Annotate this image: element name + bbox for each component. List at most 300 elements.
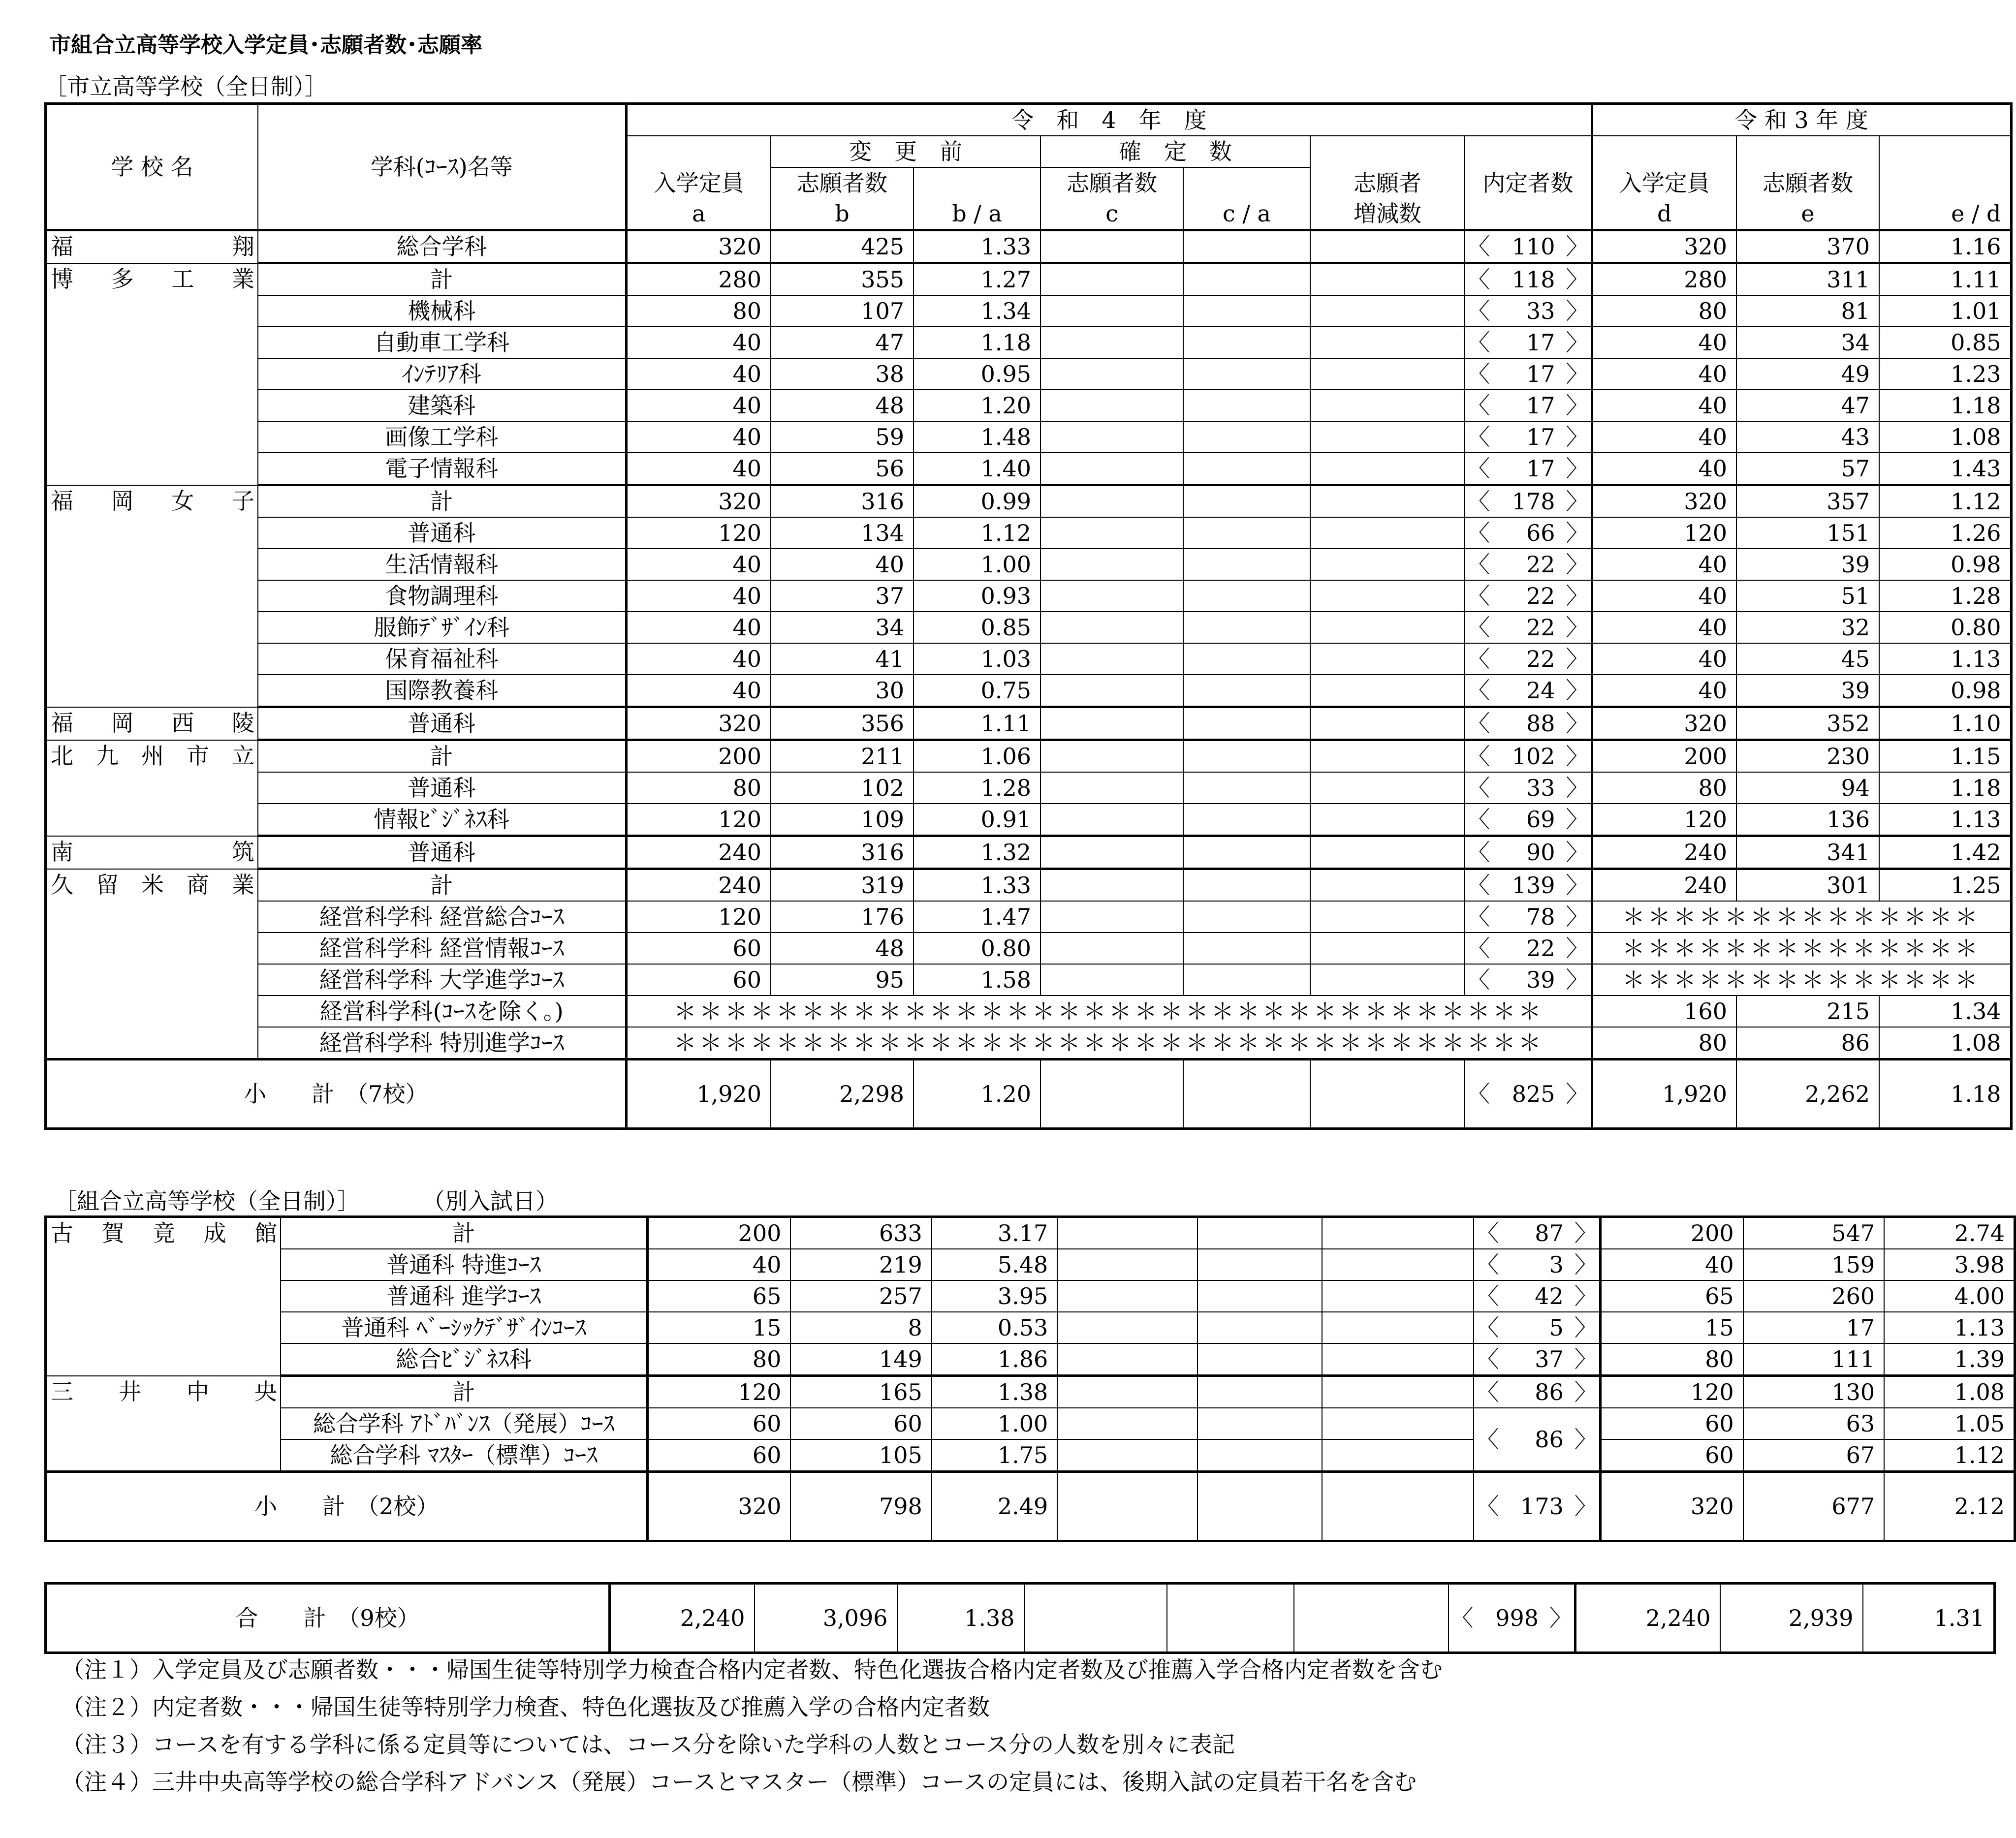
ratio-ed-cell: 1.18	[1879, 1059, 2011, 1129]
inc-cell	[1310, 485, 1465, 518]
cap-a-cell: 80	[626, 772, 771, 804]
ratio-ed-cell: 4.00	[1884, 1280, 2015, 1312]
school-name-cell: 南 筑	[46, 836, 258, 869]
ratio-ed-cell: 1.10	[1879, 707, 2011, 740]
app-e-cell: 111	[1743, 1343, 1884, 1376]
header-ed: e / d	[1879, 136, 2011, 230]
naitei-cell	[1474, 1408, 1600, 1472]
app-e-cell: 63	[1743, 1408, 1884, 1439]
naitei-value: 22	[1526, 614, 1555, 641]
naitei-value: 39	[1526, 966, 1555, 993]
app-c-cell	[1040, 772, 1183, 804]
ratio-ba-cell: 1.33	[914, 869, 1040, 902]
inc-cell	[1310, 421, 1465, 453]
inc-cell	[1310, 580, 1465, 612]
app-c-cell	[1040, 707, 1183, 740]
ratio-ca-cell	[1183, 740, 1310, 773]
app-c-cell	[1040, 390, 1183, 421]
table-row	[46, 804, 2012, 836]
app-e-cell: 159	[1743, 1249, 1884, 1280]
app-e-cell: 86	[1736, 1027, 1879, 1059]
inc-cell	[1310, 643, 1465, 675]
bracket-close: 〉	[1566, 266, 1589, 293]
bracket-close: 〉	[1566, 551, 1589, 578]
table-row	[46, 964, 2012, 996]
ratio-ed-cell: 2.12	[1884, 1472, 2015, 1541]
naitei-value: 69	[1526, 806, 1555, 833]
cap-d-cell: 200	[1600, 1217, 1743, 1249]
dept-name-cell: 普通科	[258, 707, 626, 740]
table-row	[46, 327, 2012, 358]
naitei-value: 66	[1526, 520, 1555, 546]
ratio-ba-cell: 0.80	[914, 933, 1040, 964]
naitei-cell	[1474, 1472, 1600, 1541]
cap-d-cell: 40	[1592, 327, 1736, 358]
app-b-cell: 355	[771, 263, 914, 296]
app-e-cell: 311	[1736, 263, 1879, 296]
inc-cell	[1310, 263, 1465, 296]
naitei-value: 87	[1535, 1220, 1564, 1246]
table-row	[46, 1217, 2015, 1249]
ratio-ba-cell: 3.95	[932, 1280, 1057, 1312]
dept-name-cell: 経営科学科 経営総合ｺｰｽ	[258, 901, 626, 933]
table-row	[46, 517, 2012, 549]
app-c-cell	[1057, 1343, 1197, 1376]
app-e-cell: 57	[1736, 453, 1879, 485]
inc-cell	[1310, 1059, 1465, 1129]
header-r4: 令 和 4 年 度	[626, 104, 1592, 136]
bracket-open: 〈	[1467, 839, 1490, 866]
cap-d-cell: 120	[1592, 804, 1736, 836]
app-e-cell: 2,939	[1720, 1584, 1863, 1653]
naitei-cell	[1474, 1376, 1600, 1408]
cap-a-cell: 40	[626, 421, 771, 453]
bracket-open: 〈	[1467, 1081, 1490, 1107]
school-name-cell: 福 翔	[46, 230, 258, 263]
app-c-cell	[1040, 740, 1183, 773]
header-r3: 令 和 3 年 度	[1592, 104, 2011, 136]
bracket-open: 〈	[1467, 677, 1490, 704]
table-row	[46, 869, 2012, 902]
table-row	[46, 421, 2012, 453]
naitei-value: 118	[1512, 266, 1555, 293]
ratio-ca-cell	[1197, 1249, 1322, 1280]
naitei-cell	[1465, 1059, 1592, 1129]
app-c-cell	[1040, 230, 1183, 263]
dept-name-cell: 自動車工学科	[258, 327, 626, 358]
ratio-ca-cell	[1197, 1312, 1322, 1343]
ratio-ca-cell	[1183, 549, 1310, 580]
naitei-value: 3	[1549, 1251, 1564, 1278]
header-cap-a: 入学定員 a	[626, 136, 771, 230]
subtotal-row	[46, 1059, 2012, 1129]
bracket-close: 〉	[1566, 614, 1589, 641]
ratio-ed-cell: 1.25	[1879, 869, 2011, 902]
dept-name-cell: 総合学科 ｱﾄﾞﾊﾞﾝｽ（発展）ｺｰｽ	[281, 1408, 648, 1439]
ratio-ca-cell	[1197, 1472, 1322, 1541]
ratio-ed-cell: 0.98	[1879, 549, 2011, 580]
school-name-cell: 福 岡 女 子	[46, 485, 258, 707]
app-e-cell: 2,262	[1736, 1059, 1879, 1129]
cap-d-cell: 280	[1592, 263, 1736, 296]
ratio-ca-cell	[1183, 230, 1310, 263]
inc-cell	[1322, 1408, 1474, 1439]
inc-cell	[1310, 740, 1465, 773]
app-b-cell: 176	[771, 901, 914, 933]
naitei-value: 110	[1512, 233, 1555, 260]
app-c-cell	[1040, 964, 1183, 996]
naitei-cell	[1465, 485, 1592, 518]
naitei-value: 17	[1526, 455, 1555, 482]
app-b-cell: 56	[771, 453, 914, 485]
bracket-open: 〈	[1467, 233, 1490, 260]
bracket-close: 〉	[1574, 1426, 1597, 1453]
bracket-open: 〈	[1467, 935, 1490, 962]
naitei-cell	[1465, 263, 1592, 296]
ratio-ca-cell	[1183, 327, 1310, 358]
naitei-value: 22	[1526, 935, 1555, 962]
cap-a-cell: 320	[648, 1472, 790, 1541]
app-e-cell: 32	[1736, 612, 1879, 643]
bracket-close: 〉	[1574, 1346, 1597, 1372]
bracket-close: 〉	[1566, 839, 1589, 866]
dept-name-cell: ｲﾝﾃﾘｱ科	[258, 358, 626, 390]
app-e-cell: 352	[1736, 707, 1879, 740]
cap-a-cell: 40	[626, 390, 771, 421]
total-label-cell: 合 計 （9校）	[46, 1584, 610, 1653]
bracket-open: 〈	[1467, 488, 1490, 515]
dept-name-cell: 情報ﾋﾞｼﾞﾈｽ科	[258, 804, 626, 836]
bracket-open: 〈	[1467, 520, 1490, 546]
table-row	[46, 1027, 2012, 1059]
app-b-cell: 37	[771, 580, 914, 612]
app-e-cell: 260	[1743, 1280, 1884, 1312]
ratio-ed-cell: 2.74	[1884, 1217, 2015, 1249]
cap-d-cell: 60	[1600, 1439, 1743, 1472]
header-ca: c / a	[1183, 167, 1310, 230]
ratio-ca-cell	[1197, 1217, 1322, 1249]
ratio-ed-cell: 1.08	[1879, 421, 2011, 453]
cap-d-cell: 15	[1600, 1312, 1743, 1343]
cap-d-cell: 40	[1592, 453, 1736, 485]
bracket-open: 〈	[1467, 903, 1490, 930]
naitei-value: 102	[1512, 743, 1555, 770]
header-app-e: 志願者数 e	[1736, 136, 1879, 230]
bracket-open: 〈	[1476, 1493, 1499, 1520]
ratio-ca-cell	[1197, 1408, 1322, 1439]
grand-total-row	[46, 1584, 1995, 1653]
app-c-cell	[1057, 1249, 1197, 1280]
cap-d-cell: 240	[1592, 869, 1736, 902]
bracket-close: 〉	[1566, 935, 1589, 962]
document-title: 市組合立高等学校入学定員･志願者数･志願率	[49, 32, 482, 58]
dept-name-cell: 計	[258, 263, 626, 296]
ratio-ed-cell: 1.28	[1879, 580, 2011, 612]
cap-d-cell: 120	[1600, 1376, 1743, 1408]
bracket-close: 〉	[1566, 455, 1589, 482]
ratio-ed-cell: 1.31	[1863, 1584, 1995, 1653]
table-row	[46, 1312, 2015, 1343]
app-e-cell: 81	[1736, 295, 1879, 327]
table-row	[46, 643, 2012, 675]
app-b-cell: 3,096	[755, 1584, 897, 1653]
ratio-ba-cell: 1.20	[914, 390, 1040, 421]
notes	[62, 1651, 1443, 1801]
app-b-cell: 47	[771, 327, 914, 358]
ratio-ed-cell: 1.34	[1879, 996, 2011, 1027]
naitei-cell	[1465, 836, 1592, 869]
table-row	[46, 1439, 2015, 1472]
bracket-close: 〉	[1566, 392, 1589, 419]
ratio-ba-cell: 0.75	[914, 675, 1040, 707]
naitei-cell	[1465, 358, 1592, 390]
cap-d-cell: 320	[1592, 707, 1736, 740]
bracket-open: 〈	[1467, 806, 1490, 833]
ratio-ba-cell: 1.86	[932, 1343, 1057, 1376]
bracket-close: 〉	[1566, 298, 1589, 324]
app-b-cell: 38	[771, 358, 914, 390]
naitei-value: 17	[1526, 329, 1555, 356]
ratio-ca-cell	[1183, 485, 1310, 518]
app-e-cell: 67	[1743, 1439, 1884, 1472]
cap-d-cell: 40	[1592, 612, 1736, 643]
header-cap-d: 入学定員 d	[1592, 136, 1736, 230]
cap-a-cell: 60	[648, 1439, 790, 1472]
cap-d-cell: 65	[1600, 1280, 1743, 1312]
school-name-cell: 久 留 米 商 業	[46, 869, 258, 1059]
school-name-cell: 古 賀 竟 成 館	[46, 1217, 281, 1376]
naitei-value: 17	[1526, 424, 1555, 450]
bracket-open: 〈	[1467, 329, 1490, 356]
bracket-open: 〈	[1450, 1605, 1474, 1631]
table-row	[46, 453, 2012, 485]
cap-d-cell: 240	[1592, 836, 1736, 869]
ratio-ed-cell: 0.98	[1879, 675, 2011, 707]
app-b-cell: 316	[771, 485, 914, 518]
cap-a-cell: 120	[648, 1376, 790, 1408]
app-b-cell: 798	[790, 1472, 931, 1541]
header-app-c: 志願者数 c	[1040, 167, 1183, 230]
inc-cell	[1322, 1249, 1474, 1280]
naitei-cell	[1465, 740, 1592, 773]
bracket-open: 〈	[1467, 966, 1490, 993]
bracket-open: 〈	[1476, 1426, 1499, 1453]
app-c-cell	[1040, 295, 1183, 327]
dept-name-cell: 普通科	[258, 836, 626, 869]
naitei-cell	[1465, 390, 1592, 421]
app-c-cell	[1040, 836, 1183, 869]
cap-a-cell: 120	[626, 901, 771, 933]
app-e-cell: 17	[1743, 1312, 1884, 1343]
bracket-close: 〉	[1566, 329, 1589, 356]
app-b-cell: 40	[771, 549, 914, 580]
naitei-cell	[1465, 804, 1592, 836]
school-name-cell: 博 多 工 業	[46, 263, 258, 485]
app-c-cell	[1040, 612, 1183, 643]
inc-cell	[1310, 517, 1465, 549]
bracket-open: 〈	[1467, 361, 1490, 387]
app-e-cell: 370	[1736, 230, 1879, 263]
ratio-ba-cell: 1.33	[914, 230, 1040, 263]
school-name-cell: 三 井 中 央	[46, 1376, 281, 1472]
ratio-ed-cell: 1.15	[1879, 740, 2011, 773]
bracket-open: 〈	[1476, 1283, 1499, 1309]
header-before: 変 更 前	[771, 136, 1040, 167]
naitei-cell	[1474, 1343, 1600, 1376]
bracket-open: 〈	[1467, 455, 1490, 482]
table-row	[46, 740, 2012, 773]
cap-a-cell: 2,240	[610, 1584, 755, 1653]
inc-cell	[1294, 1584, 1449, 1653]
total-label-cell: 小 計 （2校）	[46, 1472, 648, 1541]
dept-name-cell: 普通科	[258, 517, 626, 549]
naitei-cell	[1474, 1312, 1600, 1343]
dept-name-cell: 計	[258, 869, 626, 902]
ratio-ca-cell	[1183, 675, 1310, 707]
ratio-ba-cell: 1.11	[914, 707, 1040, 740]
ratio-ba-cell: 1.48	[914, 421, 1040, 453]
app-c-cell	[1040, 901, 1183, 933]
naitei-cell	[1465, 421, 1592, 453]
app-b-cell: 48	[771, 933, 914, 964]
table-row	[46, 1408, 2015, 1439]
bracket-close: 〉	[1574, 1283, 1597, 1309]
app-c-cell	[1040, 485, 1183, 518]
dept-name-cell: 計	[258, 740, 626, 773]
subtotal-row	[46, 1472, 2015, 1541]
r4-asterisk-fill: ＊＊＊＊＊＊＊＊＊＊＊＊＊＊＊＊＊＊＊＊＊＊＊＊＊＊＊＊＊＊＊＊＊＊	[626, 1027, 1592, 1059]
ratio-ca-cell	[1183, 390, 1310, 421]
ratio-ca-cell	[1183, 643, 1310, 675]
cap-a-cell: 40	[626, 549, 771, 580]
ratio-ba-cell: 0.93	[914, 580, 1040, 612]
app-b-cell: 34	[771, 612, 914, 643]
app-c-cell	[1040, 675, 1183, 707]
app-b-cell: 633	[790, 1217, 931, 1249]
table-row	[46, 901, 2012, 933]
bracket-open: 〈	[1476, 1314, 1499, 1341]
naitei-value: 86	[1535, 1426, 1564, 1453]
app-e-cell: 39	[1736, 675, 1879, 707]
dept-name-cell: 電子情報科	[258, 453, 626, 485]
cap-d-cell: 60	[1600, 1408, 1743, 1439]
ratio-ca-cell	[1183, 836, 1310, 869]
cap-d-cell: 40	[1592, 390, 1736, 421]
naitei-cell	[1474, 1249, 1600, 1280]
ratio-ed-cell: 0.80	[1879, 612, 2011, 643]
cap-a-cell: 15	[648, 1312, 790, 1343]
naitei-cell	[1465, 869, 1592, 902]
table-row	[46, 549, 2012, 580]
naitei-cell	[1474, 1280, 1600, 1312]
naitei-value: 37	[1535, 1346, 1564, 1372]
inc-cell	[1310, 453, 1465, 485]
note-3: （注３）コースを有する学科に係る定員等については、コース分を除いた学科の人数とコース分の人数を別々に表記	[62, 1731, 1235, 1758]
bracket-open: 〈	[1467, 872, 1490, 899]
dept-name-cell: 経営科学科 経営情報ｺｰｽ	[258, 933, 626, 964]
ratio-ba-cell: 0.91	[914, 804, 1040, 836]
inc-cell	[1310, 836, 1465, 869]
dept-name-cell: 普通科	[258, 772, 626, 804]
ratio-ed-cell: 1.08	[1884, 1376, 2015, 1408]
inc-cell	[1322, 1217, 1474, 1249]
ratio-ed-cell: 1.08	[1879, 1027, 2011, 1059]
cap-a-cell: 40	[626, 675, 771, 707]
inc-cell	[1310, 327, 1465, 358]
app-b-cell: 105	[790, 1439, 931, 1472]
ratio-ed-cell: 1.12	[1884, 1439, 2015, 1472]
header-dept: 学科(ｺｰｽ)名等	[258, 104, 626, 230]
cap-d-cell: 40	[1592, 643, 1736, 675]
r3-asterisk-fill: ＊＊＊＊＊＊＊＊＊＊＊＊＊＊	[1592, 933, 2011, 964]
dept-name-cell: 食物調理科	[258, 580, 626, 612]
cap-a-cell: 320	[626, 230, 771, 263]
note-4: （注４）三井中央高等学校の総合学科アドバンス（発展）コースとマスター（標準）コースの定員には、後期入試の定員若干名を含む	[62, 1769, 1417, 1795]
cap-a-cell: 40	[626, 580, 771, 612]
ratio-ca-cell	[1197, 1343, 1322, 1376]
bracket-open: 〈	[1467, 392, 1490, 419]
cap-d-cell: 40	[1592, 675, 1736, 707]
app-c-cell	[1040, 869, 1183, 902]
cap-d-cell: 80	[1592, 295, 1736, 327]
app-b-cell: 134	[771, 517, 914, 549]
ratio-ca-cell	[1183, 804, 1310, 836]
table-row	[46, 996, 2012, 1027]
naitei-value: 24	[1526, 677, 1555, 704]
ratio-ed-cell: 1.13	[1884, 1312, 2015, 1343]
app-e-cell: 151	[1736, 517, 1879, 549]
app-c-cell	[1057, 1376, 1197, 1408]
header-school: 学 校 名	[46, 104, 258, 230]
cap-d-cell: 40	[1600, 1249, 1743, 1280]
app-b-cell: 59	[771, 421, 914, 453]
inc-cell	[1322, 1312, 1474, 1343]
cap-a-cell: 120	[626, 517, 771, 549]
table-row	[46, 772, 2012, 804]
table-row	[46, 358, 2012, 390]
app-e-cell: 94	[1736, 772, 1879, 804]
ratio-ba-cell: 1.12	[914, 517, 1040, 549]
ratio-ed-cell: 1.13	[1879, 804, 2011, 836]
cap-a-cell: 60	[626, 964, 771, 996]
bracket-close: 〉	[1566, 710, 1589, 737]
table-row	[46, 1376, 2015, 1408]
naitei-value: 22	[1526, 551, 1555, 578]
table-row	[46, 295, 2012, 327]
app-b-cell: 425	[771, 230, 914, 263]
naitei-cell	[1465, 327, 1592, 358]
cap-d-cell: 80	[1592, 1027, 1736, 1059]
bracket-open: 〈	[1476, 1220, 1499, 1246]
inc-cell	[1310, 549, 1465, 580]
cap-a-cell: 320	[626, 707, 771, 740]
app-c-cell	[1040, 421, 1183, 453]
inc-cell	[1310, 612, 1465, 643]
naitei-value: 42	[1535, 1283, 1564, 1309]
ratio-ba-cell: 1.40	[914, 453, 1040, 485]
naitei-cell	[1465, 230, 1592, 263]
ratio-ca-cell	[1183, 421, 1310, 453]
ratio-ba-cell: 1.38	[897, 1584, 1024, 1653]
app-b-cell: 219	[790, 1249, 931, 1280]
bracket-close: 〉	[1566, 233, 1589, 260]
cap-d-cell: 40	[1592, 421, 1736, 453]
cap-a-cell: 200	[626, 740, 771, 773]
app-c-cell	[1057, 1280, 1197, 1312]
app-e-cell: 130	[1743, 1376, 1884, 1408]
dept-name-cell: 機械科	[258, 295, 626, 327]
app-e-cell: 357	[1736, 485, 1879, 518]
